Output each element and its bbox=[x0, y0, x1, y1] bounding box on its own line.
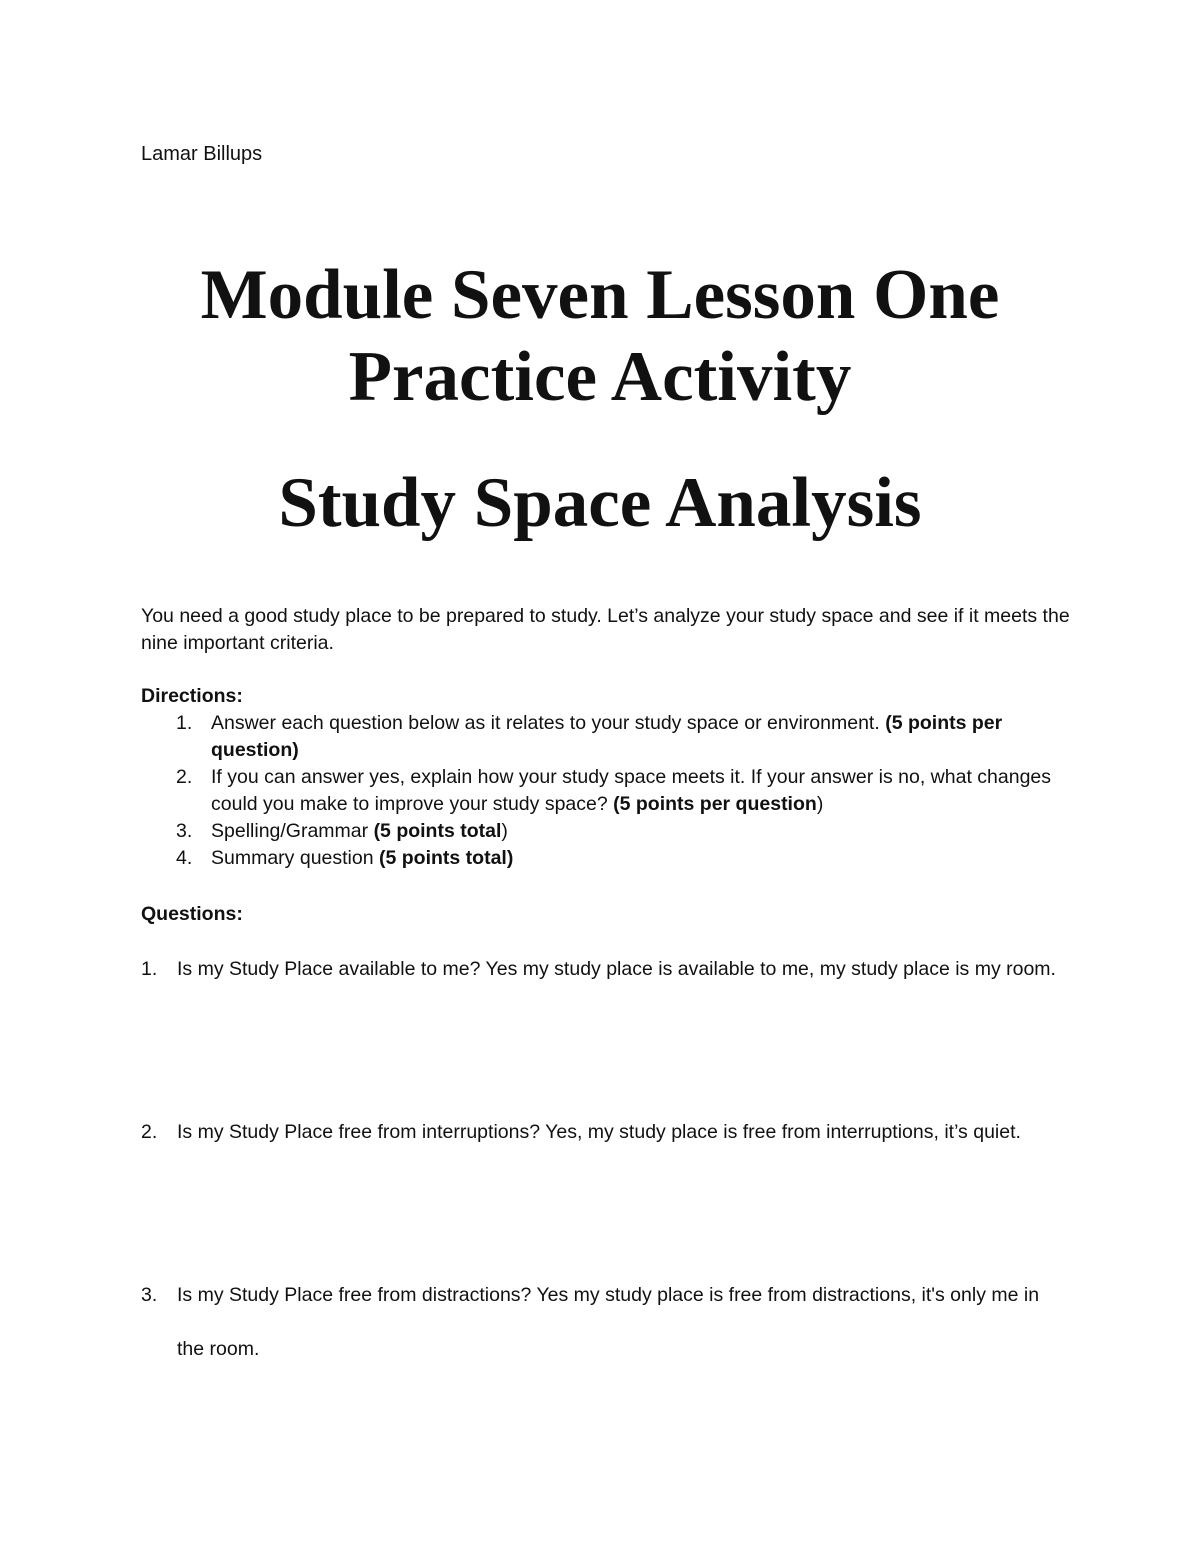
directions-item-points: (5 points total bbox=[373, 820, 502, 842]
directions-item-text: If you can answer yes, explain how your study space meets it. If your answer is no, what changes could you make to improve your study space? bbox=[211, 766, 1052, 815]
question-number: 3. bbox=[141, 1284, 158, 1306]
directions-item-points: (5 points per question bbox=[613, 793, 817, 815]
directions-heading: Directions: bbox=[141, 685, 243, 707]
document-title bbox=[0, 254, 1200, 418]
document-subtitle: Study Space Analysis bbox=[278, 464, 922, 542]
title-line-1: Module Seven Lesson One bbox=[200, 256, 1000, 334]
intro-paragraph: You need a good study place to be prepared to study. Let’s analyze your study space and see if it meets the nine important criteria. bbox=[141, 605, 1070, 654]
question-number: 1. bbox=[141, 958, 158, 980]
directions-item bbox=[141, 818, 1071, 845]
title-line-2: Practice Activity bbox=[348, 338, 852, 416]
question-text: Is my Study Place free from distractions? Yes my study place is free from distractions, it's only me in the room. bbox=[177, 1284, 1040, 1360]
directions-item-number: 4. bbox=[176, 847, 193, 869]
directions-item-points: (5 points total) bbox=[379, 847, 514, 869]
question-item bbox=[141, 942, 1071, 996]
directions-item bbox=[141, 845, 1071, 872]
question-text: Is my Study Place free from interruptions? Yes, my study place is free from interruptions, it’s quiet. bbox=[177, 1121, 1021, 1143]
question-number: 2. bbox=[141, 1121, 158, 1143]
question-item bbox=[141, 1268, 1071, 1376]
directions-item-tail: ) bbox=[501, 820, 508, 842]
directions-item bbox=[141, 710, 1071, 764]
questions-heading: Questions: bbox=[141, 903, 243, 925]
directions-item-text: Answer each question below as it relates to your study space or environment. bbox=[211, 712, 886, 734]
directions-list bbox=[141, 710, 1071, 872]
directions-item-tail: ) bbox=[816, 793, 824, 815]
question-text: Is my Study Place available to me? Yes my study place is available to me, my study place is my room. bbox=[177, 958, 1056, 980]
directions-item-text: Summary question bbox=[211, 847, 379, 869]
question-item bbox=[141, 1105, 1071, 1159]
directions-item-number: 3. bbox=[176, 820, 193, 842]
directions-item-text: Spelling/Grammar bbox=[211, 820, 374, 842]
directions-item bbox=[141, 764, 1071, 818]
author-name: Lamar Billups bbox=[141, 143, 263, 165]
directions-item-points: (5 points per question) bbox=[211, 712, 1003, 761]
directions-item-number: 2. bbox=[176, 766, 193, 788]
directions-item-number: 1. bbox=[176, 712, 193, 734]
